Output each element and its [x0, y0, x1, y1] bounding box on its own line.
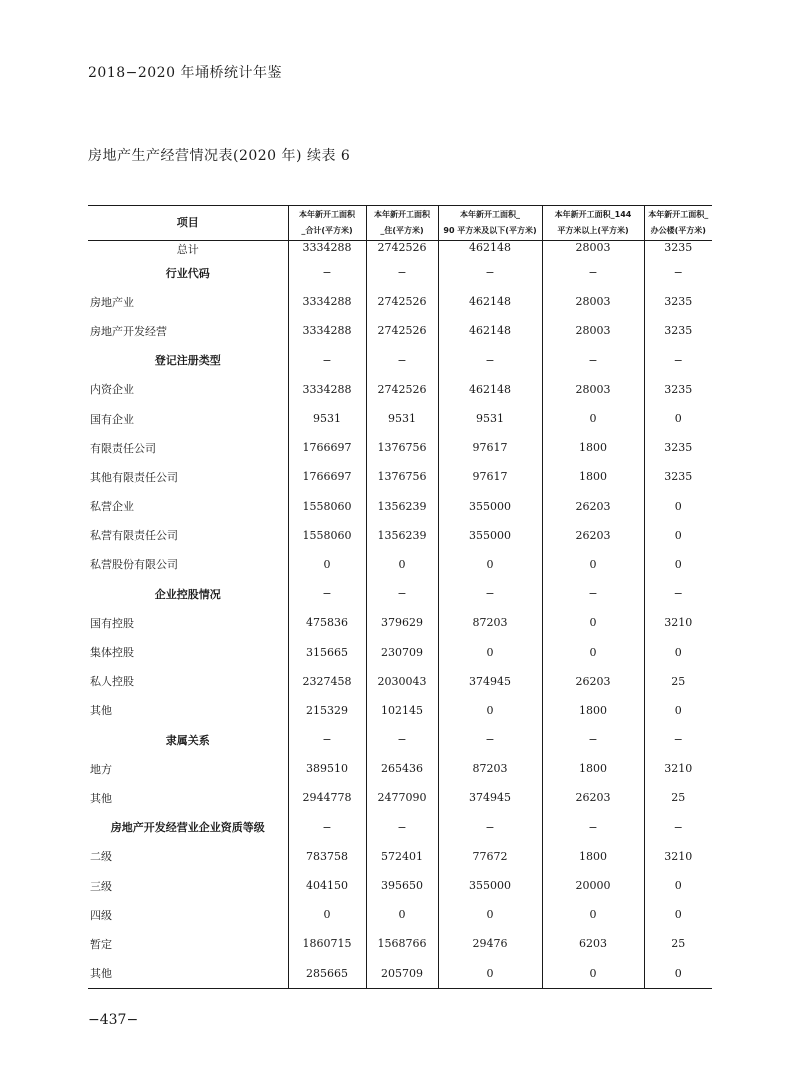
table-cell: 3334288: [288, 241, 366, 259]
table-cell: 28003: [542, 287, 644, 316]
table-row: [88, 258, 712, 287]
table-cell: −: [366, 258, 438, 287]
table-cell: 1800: [542, 696, 644, 725]
data-table: [88, 205, 712, 989]
table-cell: 1558060: [288, 521, 366, 550]
table-cell: 3210: [644, 754, 712, 783]
table-cell: 0: [366, 900, 438, 929]
table-row: [88, 667, 712, 696]
table-cell: 3235: [644, 241, 712, 259]
column-header-line1: 项目: [176, 216, 199, 229]
table-cell: 395650: [366, 871, 438, 900]
table-cell: 0: [542, 900, 644, 929]
row-label: 其他: [90, 704, 112, 718]
table-cell: −: [438, 725, 542, 754]
table-cell: −: [438, 258, 542, 287]
table-cell: 0: [644, 550, 712, 579]
column-header-item: [88, 206, 288, 241]
table-row: [88, 725, 712, 754]
table-cell: 0: [542, 608, 644, 637]
table-cell: 28003: [542, 316, 644, 345]
table-cell: −: [542, 813, 644, 842]
table-cell: 25: [644, 929, 712, 958]
table-cell: 0: [644, 404, 712, 433]
table-cell: 1376756: [366, 462, 438, 491]
table-cell: 3235: [644, 287, 712, 316]
table-row: [88, 375, 712, 404]
table-cell: −: [542, 725, 644, 754]
row-label: 房地产开发经营: [90, 324, 167, 338]
table-row: [88, 959, 712, 989]
row-label: 国有控股: [90, 616, 134, 630]
row-label: 私营企业: [90, 500, 134, 514]
column-header-line2: 平方米以上(平方米): [557, 226, 629, 235]
table-row: [88, 316, 712, 345]
row-label: 房地产业: [90, 295, 134, 309]
row-label: 三级: [90, 879, 112, 893]
table-cell: 77672: [438, 842, 542, 871]
column-header-4: [542, 206, 644, 241]
table-cell: 3334288: [288, 316, 366, 345]
table-cell: 97617: [438, 433, 542, 462]
column-header-2: [366, 206, 438, 241]
table-cell: 28003: [542, 375, 644, 404]
table-cell: 25: [644, 667, 712, 696]
row-label: 房地产开发经营业企业资质等级: [110, 821, 265, 835]
row-label: 登记注册类型: [154, 354, 221, 368]
table-cell: 2742526: [366, 241, 438, 259]
table-cell: 355000: [438, 492, 542, 521]
table-cell: 462148: [438, 375, 542, 404]
table-cell: −: [366, 579, 438, 608]
table-cell: 1568766: [366, 929, 438, 958]
table-cell: −: [288, 258, 366, 287]
page-number: −437−: [88, 1012, 139, 1028]
row-label: 地方: [90, 762, 112, 776]
row-label: 内资企业: [90, 383, 134, 397]
table-cell: 2742526: [366, 316, 438, 345]
table-cell: −: [644, 725, 712, 754]
table-cell: 0: [644, 696, 712, 725]
table-cell: 355000: [438, 871, 542, 900]
table-cell: 0: [644, 521, 712, 550]
row-label: 行业代码: [165, 266, 210, 280]
table-cell: 9531: [366, 404, 438, 433]
table-cell: 2030043: [366, 667, 438, 696]
table-cell: 389510: [288, 754, 366, 783]
table-cell: −: [542, 579, 644, 608]
column-header-line2: _合计(平方米): [301, 226, 353, 235]
table-cell: 1356239: [366, 521, 438, 550]
table-cell: −: [644, 579, 712, 608]
table-cell: −: [438, 346, 542, 375]
row-label: 隶属关系: [165, 733, 210, 747]
table-row: [88, 241, 712, 259]
table-cell: 462148: [438, 287, 542, 316]
table-cell: 475836: [288, 608, 366, 637]
table-cell: 3334288: [288, 375, 366, 404]
table-cell: 1376756: [366, 433, 438, 462]
table-row: [88, 462, 712, 491]
table-cell: 0: [438, 550, 542, 579]
running-head: 2018−2020 年埇桥统计年鉴: [88, 65, 282, 81]
table-cell: −: [644, 258, 712, 287]
table-cell: 2327458: [288, 667, 366, 696]
table-cell: 2944778: [288, 783, 366, 812]
table-cell: 1800: [542, 433, 644, 462]
table-cell: 1860715: [288, 929, 366, 958]
row-label: 其他有限责任公司: [90, 470, 178, 484]
table-cell: 315665: [288, 637, 366, 666]
column-header-line1: 本年新开工面积: [374, 210, 430, 219]
table-row: [88, 637, 712, 666]
table-cell: 26203: [542, 783, 644, 812]
column-header-1: [288, 206, 366, 241]
table-row: [88, 900, 712, 929]
table-row: [88, 433, 712, 462]
table-cell: −: [644, 813, 712, 842]
table-row: [88, 492, 712, 521]
table-cell: 285665: [288, 959, 366, 989]
column-header-line1: 本年新开工面积_144: [554, 210, 632, 219]
table-cell: 2742526: [366, 375, 438, 404]
column-header-line2: _住(平方米): [380, 226, 424, 235]
table-cell: 2477090: [366, 783, 438, 812]
row-label: 其他: [90, 967, 112, 981]
table-row: [88, 550, 712, 579]
table-cell: 25: [644, 783, 712, 812]
table-cell: 374945: [438, 667, 542, 696]
table-cell: 26203: [542, 667, 644, 696]
table-cell: 0: [542, 404, 644, 433]
table-cell: 9531: [288, 404, 366, 433]
table-cell: 0: [644, 871, 712, 900]
table-cell: 0: [438, 900, 542, 929]
table-cell: 3235: [644, 462, 712, 491]
table-title: 房地产生产经营情况表(2020 年) 续表 6: [88, 148, 351, 164]
table-cell: 3235: [644, 316, 712, 345]
table-row: [88, 404, 712, 433]
table-cell: 9531: [438, 404, 542, 433]
table-cell: 0: [644, 959, 712, 989]
table-cell: −: [366, 725, 438, 754]
table-cell: 2742526: [366, 287, 438, 316]
table-cell: 0: [542, 550, 644, 579]
row-label: 集体控股: [90, 646, 134, 660]
table-cell: −: [542, 258, 644, 287]
table-row: [88, 287, 712, 316]
column-header-line2: 办公楼(平方米): [650, 226, 706, 235]
table-cell: 1766697: [288, 462, 366, 491]
table-cell: 20000: [542, 871, 644, 900]
table-cell: 0: [438, 959, 542, 989]
table-cell: 1558060: [288, 492, 366, 521]
column-header-line2: 90 平方米及以下(平方米): [443, 226, 537, 235]
table-row: [88, 521, 712, 550]
table-cell: −: [366, 813, 438, 842]
table-cell: 29476: [438, 929, 542, 958]
table-cell: 0: [288, 900, 366, 929]
row-label: 其他: [90, 791, 112, 805]
table-cell: 3210: [644, 842, 712, 871]
table-cell: 404150: [288, 871, 366, 900]
table-cell: 1356239: [366, 492, 438, 521]
column-header-line1: 本年新开工面积_: [648, 210, 709, 219]
table-row: [88, 871, 712, 900]
row-label: 四级: [90, 908, 112, 922]
table-row: [88, 696, 712, 725]
table-cell: 462148: [438, 316, 542, 345]
row-label: 总计: [176, 243, 199, 256]
table-cell: −: [288, 725, 366, 754]
table-row: [88, 579, 712, 608]
table-row: [88, 813, 712, 842]
table-cell: 28003: [542, 241, 644, 259]
table-cell: 0: [366, 550, 438, 579]
table-row: [88, 842, 712, 871]
table-cell: 3210: [644, 608, 712, 637]
table-cell: −: [438, 579, 542, 608]
column-header-5: [644, 206, 712, 241]
table-cell: 3235: [644, 375, 712, 404]
table-cell: 87203: [438, 608, 542, 637]
row-label: 私营有限责任公司: [90, 529, 178, 543]
row-label: 私人控股: [90, 675, 134, 689]
table-cell: 374945: [438, 783, 542, 812]
table-cell: 0: [644, 492, 712, 521]
table-cell: 0: [438, 696, 542, 725]
table-cell: 26203: [542, 492, 644, 521]
table-cell: 265436: [366, 754, 438, 783]
table-row: [88, 754, 712, 783]
table-row: [88, 608, 712, 637]
row-label: 企业控股情况: [154, 587, 221, 601]
table-cell: 0: [288, 550, 366, 579]
table-cell: 26203: [542, 521, 644, 550]
table-cell: 3235: [644, 433, 712, 462]
row-label: 国有企业: [90, 412, 134, 426]
table-cell: 783758: [288, 842, 366, 871]
table-header-row: [88, 206, 712, 241]
table-row: [88, 929, 712, 958]
table-cell: 87203: [438, 754, 542, 783]
table-cell: 102145: [366, 696, 438, 725]
table-cell: 0: [542, 637, 644, 666]
table-cell: 215329: [288, 696, 366, 725]
table-cell: 205709: [366, 959, 438, 989]
table-cell: 0: [542, 959, 644, 989]
table-cell: 355000: [438, 521, 542, 550]
column-header-line1: 本年新开工面积_: [460, 210, 520, 219]
table-row: [88, 346, 712, 375]
table-cell: −: [366, 346, 438, 375]
table-cell: 3334288: [288, 287, 366, 316]
table-cell: −: [288, 813, 366, 842]
table-cell: −: [288, 579, 366, 608]
table-cell: 230709: [366, 637, 438, 666]
column-header-3: [438, 206, 542, 241]
row-label: 暂定: [90, 937, 112, 951]
table-cell: 462148: [438, 241, 542, 259]
table-cell: 0: [644, 637, 712, 666]
row-label: 有限责任公司: [90, 441, 156, 455]
table-cell: −: [438, 813, 542, 842]
table-cell: 97617: [438, 462, 542, 491]
row-label: 二级: [90, 850, 112, 864]
table-cell: 1800: [542, 754, 644, 783]
table-cell: −: [542, 346, 644, 375]
table-cell: −: [644, 346, 712, 375]
table-cell: 379629: [366, 608, 438, 637]
table-body: [88, 241, 712, 989]
table-cell: 572401: [366, 842, 438, 871]
table-cell: 6203: [542, 929, 644, 958]
table-cell: 1800: [542, 842, 644, 871]
row-label: 私营股份有限公司: [90, 558, 178, 572]
table-cell: 0: [644, 900, 712, 929]
table-cell: 0: [438, 637, 542, 666]
table-cell: 1800: [542, 462, 644, 491]
table-cell: −: [288, 346, 366, 375]
column-header-line1: 本年新开工面积: [299, 210, 355, 219]
table-cell: 1766697: [288, 433, 366, 462]
table-row: [88, 783, 712, 812]
